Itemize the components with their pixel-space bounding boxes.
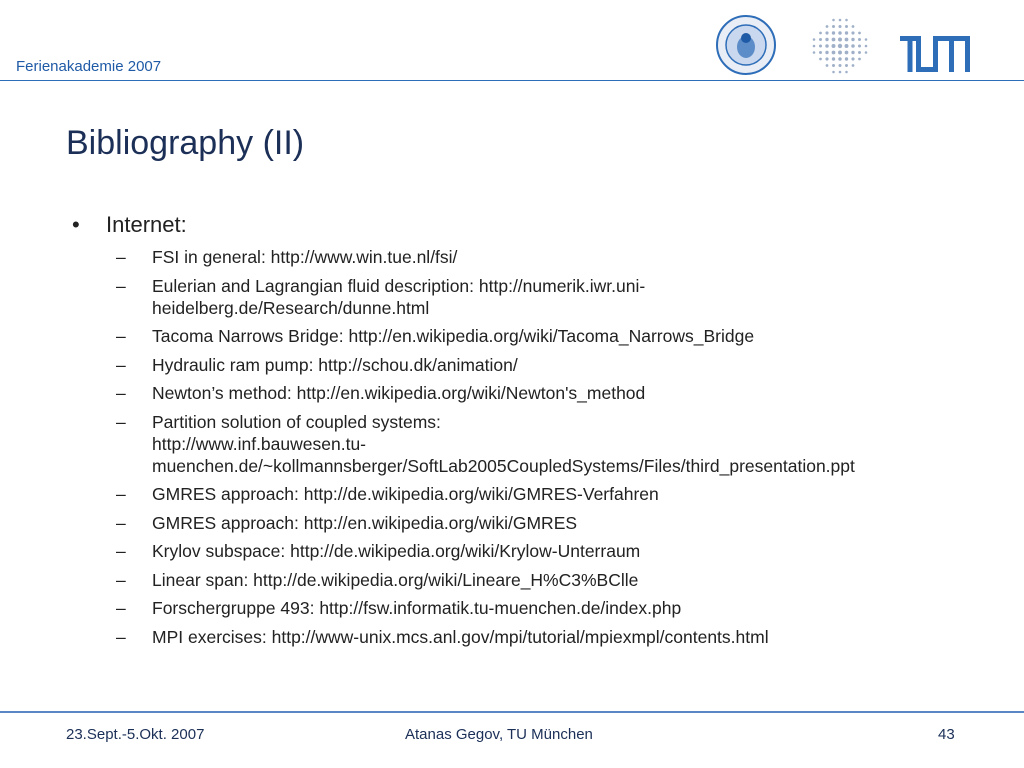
- list-item-text: [152, 354, 972, 376]
- list-item-line: Partition solution of coupled systems:: [152, 411, 441, 432]
- list-item-text: [152, 540, 972, 562]
- list-item: [72, 626, 972, 648]
- dash-marker: –: [116, 512, 126, 533]
- footer-page-number: 43: [938, 726, 955, 743]
- list-item-line: Hydraulic ram pump: http://schou.dk/animation/: [152, 354, 518, 375]
- list-item: [72, 354, 972, 376]
- list-item-text: [152, 483, 972, 505]
- list-item-line: Forschergruppe 493: http://fsw.informatik.tu-muenchen.de/index.php: [152, 598, 682, 618]
- list-item-line: GMRES approach: http://de.wikipedia.org/wiki/GMRES-Verfahren: [152, 484, 659, 504]
- list-item: [72, 512, 972, 534]
- dash-marker: –: [116, 411, 126, 432]
- dash-marker: –: [116, 598, 126, 618]
- header-divider: [0, 80, 1024, 81]
- dash-marker: –: [116, 541, 126, 561]
- list-item-line: Eulerian and Lagrangian fluid description: http://numerik.iwr.uni-: [152, 275, 646, 296]
- list-item: [72, 597, 972, 619]
- bullet: •: [72, 212, 80, 237]
- tum-logo-icon: [900, 36, 970, 72]
- list-item-line: MPI exercises: http://www-unix.mcs.anl.gov/mpi/tutorial/mpiexmpl/contents.html: [152, 626, 769, 647]
- list-item-text: [152, 569, 972, 591]
- list-item-text: [152, 246, 972, 268]
- list-item: [72, 382, 972, 404]
- dash-marker: –: [116, 569, 126, 590]
- list-item-text: [152, 626, 972, 648]
- list-item-line: Linear span: http://de.wikipedia.org/wiki/Lineare_H%C3%BClle: [152, 569, 639, 590]
- list-item-text: [152, 382, 972, 404]
- list-item: [72, 483, 972, 505]
- list-item: [72, 275, 972, 319]
- list-item: [72, 540, 972, 562]
- university-seal-icon: [715, 14, 777, 76]
- footer-divider: [0, 711, 1024, 713]
- list-item-line: Newton’s method: http://en.wikipedia.org/wiki/Newton's_method: [152, 383, 646, 403]
- dash-marker: –: [116, 383, 126, 403]
- footer-author: Atanas Gegov, TU München: [405, 726, 593, 743]
- bibliography-list: [72, 246, 972, 648]
- list-item-line: heidelberg.de/Research/dunne.html: [152, 297, 430, 318]
- list-item: [72, 246, 972, 268]
- slide-title: Bibliography (II): [66, 124, 305, 162]
- dash-marker: –: [116, 484, 126, 504]
- section-label: Internet:: [106, 212, 187, 237]
- slide-content: [72, 212, 972, 654]
- list-item: [72, 411, 972, 477]
- list-item-line: http://www.inf.bauwesen.tu-: [152, 433, 366, 454]
- dash-marker: –: [116, 626, 126, 647]
- list-item: [72, 569, 972, 591]
- list-item-text: [152, 411, 972, 477]
- list-item: [72, 325, 972, 347]
- section-heading: [72, 212, 972, 238]
- list-item-text: [152, 512, 972, 534]
- dash-marker: –: [116, 275, 126, 296]
- list-item-line: muenchen.de/~kollmannsberger/SoftLab2005CoupledSystems/Files/third_presentation.ppt: [152, 455, 855, 476]
- list-item-text: [152, 275, 972, 319]
- header-event: Ferienakademie 2007: [16, 58, 162, 75]
- dot-sphere-logo-icon: [810, 16, 870, 76]
- dash-marker: –: [116, 247, 126, 267]
- list-item-line: GMRES approach: http://en.wikipedia.org/wiki/GMRES: [152, 512, 578, 533]
- list-item-line: Tacoma Narrows Bridge: http://en.wikipedia.org/wiki/Tacoma_Narrows_Bridge: [152, 326, 755, 346]
- list-item-line: FSI in general: http://www.win.tue.nl/fsi/: [152, 247, 458, 267]
- dash-marker: –: [116, 326, 126, 346]
- dash-marker: –: [116, 354, 126, 375]
- list-item-text: [152, 325, 972, 347]
- list-item-text: [152, 597, 972, 619]
- list-item-line: Krylov subspace: http://de.wikipedia.org/wiki/Krylow-Unterraum: [152, 541, 641, 561]
- footer-date: 23.Sept.-5.Okt. 2007: [66, 726, 205, 743]
